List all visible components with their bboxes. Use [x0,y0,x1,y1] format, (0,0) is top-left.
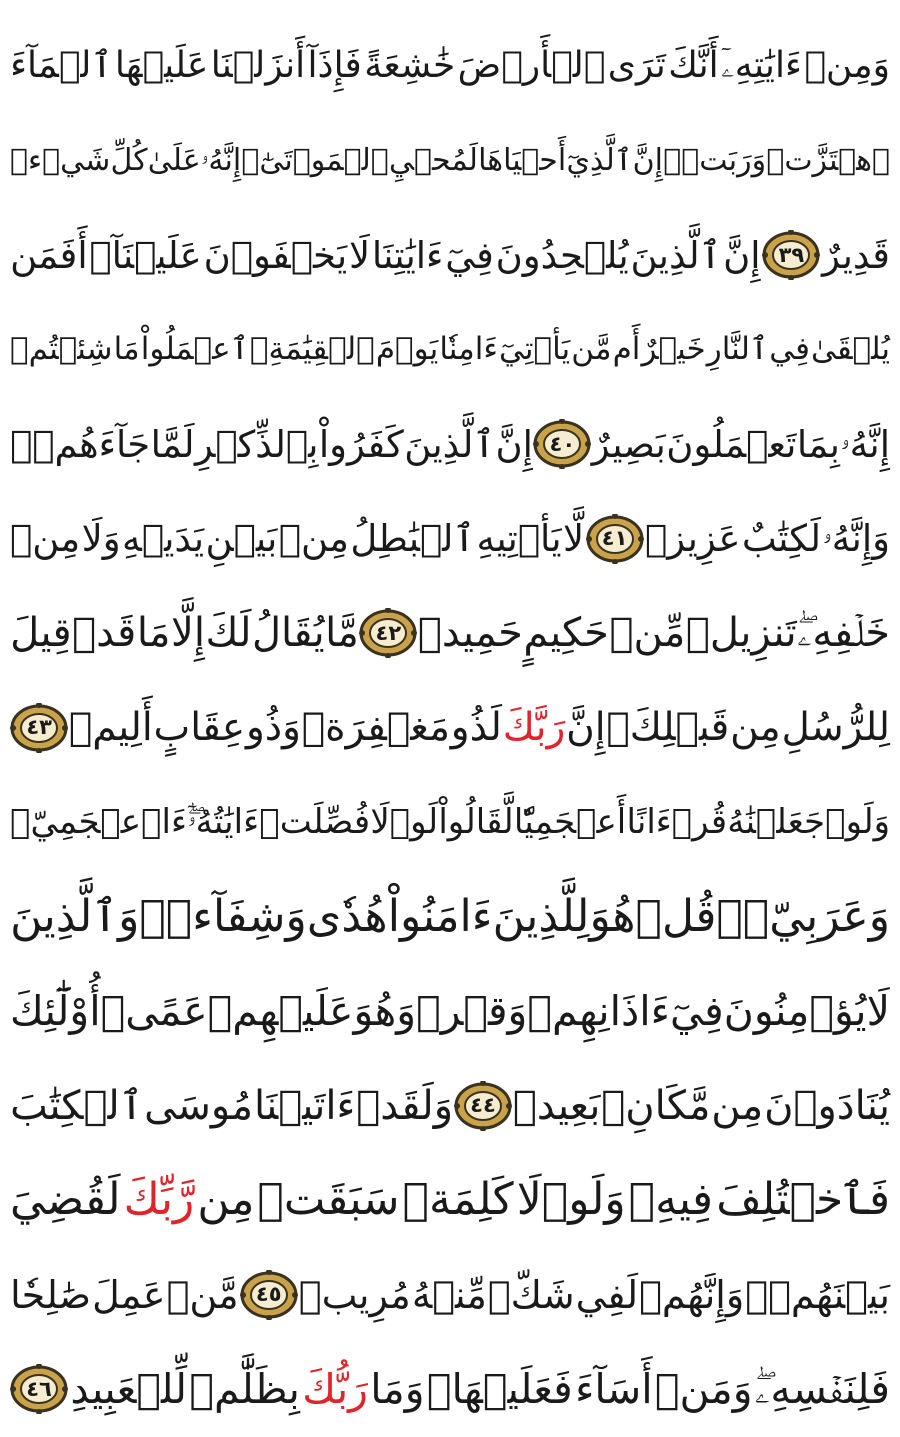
text-line [10,1247,890,1343]
ayah-number: ٤٣ [26,715,52,739]
word: عِقَابٍ [153,705,246,750]
word: أَفَمَن [10,233,88,277]
word: لِّلۡعَبِيدِ [70,1364,188,1413]
word: وَمَنۡ [654,1364,753,1413]
word: هُدٗى [306,890,388,942]
word: ءَاتَيۡنَا [253,1082,356,1129]
word: قَدِيرٌ [822,233,890,277]
word: أَعۡجَمِيّٗا [513,802,627,842]
word: وَشِفَآءٞۚ [139,890,307,942]
word: مِّنۡ [609,610,686,656]
word: لَمُحۡيِ [389,142,478,178]
text-line [10,491,890,587]
word: بَصِيرٌ [591,422,666,466]
highlighted-word: رَّبِّكَ [123,1174,195,1225]
word: حَمِيدٖ [417,610,523,656]
word: يُلۡحِدُونَ [495,233,629,277]
word: صَٰلِحٗا [10,1272,92,1317]
word: ٱلَّذِينَ [630,233,722,277]
word: وَعَرَبِيّٞۗ [716,890,890,942]
text-line [10,585,890,681]
word: وَهُوَ [353,986,417,1035]
word: ٱلۡقِيَٰمَةِۚ [249,331,375,367]
text-line [10,113,890,209]
word: مَا [113,331,140,367]
ayah-number-marker [586,514,644,564]
word: لَكَ [205,610,252,656]
word: مِنۡ [10,517,81,560]
word: ءَايَٰتُهُۥٓۖ [187,802,260,842]
word: ءَايَٰتِنَا [371,233,444,277]
text-line [10,680,890,776]
word: إِنَّهُۥ [200,142,242,178]
word: عَلَيۡهِمۡ [207,986,354,1035]
word: يُلۡقَىٰ [810,331,890,367]
word: مِن [711,1082,764,1129]
word: عَلَيۡهَا [114,45,209,86]
word: فُصِّلَتۡ [259,802,371,842]
word: جَآءَهُمۡۖ [10,422,151,466]
word: جَعَلۡنَٰهُ [727,802,825,842]
word: قُرۡءَانًا [626,802,728,842]
word: بَعِيدٖ [512,1082,601,1129]
word: يَأۡتِيٓ [499,331,571,367]
word: لَا [866,986,890,1035]
word: لَا [348,233,371,277]
word: هُوَ [589,890,636,942]
word: شِئۡتُمۡ [10,331,113,367]
word: ءَامِنٗا [439,331,498,367]
word: سَبَقَتۡ [257,1174,400,1225]
highlighted-word: رَبَّكَ [502,705,566,750]
word: أَنزَلۡنَا [210,45,306,86]
word: مُوسَى [144,1082,254,1129]
word: عَلَىٰ [147,142,201,178]
word: مَّنۡ [166,1272,239,1317]
word: يُنَادَوۡنَ [764,1082,890,1129]
word: وَإِنَّهُمۡ [639,1272,745,1317]
word: مَّكَانِۭ [601,1082,711,1129]
word: مَّا [325,610,359,656]
word: أُوْلَٰٓئِكَ [10,986,101,1035]
word: مِّنۡهُ [411,1272,487,1317]
word: وَإِنَّهُۥ [822,517,890,560]
word: خَيۡرٌ [641,331,706,367]
ayah-number-marker [359,608,417,658]
highlighted-word: رَبُّكَ [302,1364,368,1413]
word: وَلَوۡلَا [516,1174,626,1225]
word: يَدَيۡهِ [122,517,205,560]
word: أَحۡيَاهَا [478,142,567,178]
word: يَأۡتِيهِ [476,517,562,560]
word: وَمِنۡ [804,45,890,86]
word: فَٱخۡتُلِفَ [716,1174,890,1225]
word: وَذُو [245,705,301,750]
word: فِيٓ [669,986,724,1035]
word: لِلرُّسُلِ [781,705,890,750]
word: إِنَّهُۥ [840,422,890,466]
word: ٱلۡأَرۡضَ [457,45,606,86]
word: إِنَّ [632,142,664,178]
word: بَيۡنَهُمۡۚ [745,1272,890,1317]
text-line [10,1152,890,1248]
word: ٱلنَّارِ [706,331,769,367]
word: ٱهۡتَزَّتۡ [766,142,890,178]
word: حَكِيمٍ [523,610,609,656]
word: أَلِيمٖ [68,705,153,750]
word: ءَايَٰتِهِۦٓ [721,45,802,86]
word: ٱلَّذِيٓ [566,142,633,178]
word: قَدۡ [72,610,137,656]
word: لَّقَالُواْ [438,802,514,842]
word: شَكّٖ [487,1272,575,1317]
word: إِلَّا [171,610,205,656]
word: أَم [612,331,641,367]
word: لَمَّا [150,422,195,466]
word: لَّا [563,517,585,560]
word: يَوۡمَ [375,331,439,367]
word: أَنَّكَ [668,45,719,86]
word: كُلِّ [110,142,148,178]
word: وَقۡرٞ [416,986,528,1035]
text-line [10,963,890,1059]
text-line [10,1058,890,1154]
text-line [10,1341,890,1437]
word: وَرَبَتۡۚ [663,142,767,178]
word: ءَاذَانِهِمۡ [527,986,670,1035]
ayah-number: ٤٦ [26,1376,52,1401]
word: لِلَّذِينَ [492,890,590,942]
word: لَكِتَٰبٌ [741,517,822,560]
word: لَفِي [575,1272,639,1317]
word: ءَا۬عۡجَمِيّٞ [10,802,187,842]
text-line [10,207,890,303]
word: عَمِلَ [92,1272,166,1317]
word: مِن [197,1174,255,1225]
word: تَرَى [607,45,666,86]
word: إِنَّ [495,422,533,466]
ayah-number-marker [240,1270,298,1320]
word: مُرِيبٖ [298,1272,411,1317]
ayah-number: ٤١ [601,526,628,550]
ayah-number-marker [10,1364,68,1414]
word: ٱعۡمَلُواْ [140,331,249,367]
ayah-number: ٤٢ [375,620,402,645]
word: عَلَيۡنَآۗ [89,233,202,277]
ayah-number-marker [762,230,820,280]
word: شَيۡءٖ [10,142,111,178]
word: وَلَقَدۡ [356,1082,454,1129]
word: فِيهِۗ [628,1174,714,1225]
text-line [10,869,890,965]
word: لَذُو [450,705,502,750]
word: فَعَلَيۡهَاۗ [426,1364,573,1413]
word: مِنۢ [278,517,349,560]
word: وَلَوۡ [825,802,890,842]
word: يُقَالُ [251,610,325,656]
word: يُؤۡمِنُونَ [723,986,867,1035]
word: إِنَّ [566,705,606,750]
text-line [10,774,890,870]
word: إِنَّ [723,233,761,277]
word: بِمَا [796,422,840,466]
word: عَزِيزٞ [644,517,741,560]
word: مَا [136,610,171,656]
word: وَلَا [81,517,121,560]
word: فَلِنَفۡسِهِۦۖ [754,1364,890,1413]
word: كَفَرُواْ [318,422,404,466]
word: بَيۡنِ [205,517,278,560]
ayah-number: ٤٥ [255,1282,282,1306]
word: وَٱلَّذِينَ [10,890,140,942]
text-line [10,302,890,398]
word: مِن [730,705,781,750]
word: أَسَآءَ [575,1364,653,1413]
word: ٱلۡمَوۡتَىٰٓۚ [241,142,389,178]
word: قَبۡلِكَۚ [606,705,730,750]
word: فِي [769,331,810,367]
word: لَوۡلَا [370,802,439,842]
ayah-number-marker [533,419,591,469]
word: ٱلۡكِتَٰبَ [10,1082,144,1129]
word: خَلۡفِهِۦۖ [797,610,890,656]
word: تَنزِيلٞ [685,610,797,656]
word: وَمَا [370,1364,425,1413]
word: فَإِذَآ [307,45,362,86]
ayah-number: ٤٠ [549,431,576,456]
ayah-number: ٤٤ [470,1093,496,1117]
text-line [10,18,890,114]
word: عَمًىۚ [100,986,208,1035]
word: مَّن [571,331,612,367]
word: ٱلَّذِينَ [404,422,496,466]
ayah-number-marker [454,1081,512,1131]
word: مَغۡفِرَةٖ [301,705,450,750]
word: بِٱلذِّكۡرِ [194,422,319,466]
word: ٱلۡبَٰطِلُ [350,517,476,560]
word: تَعۡمَلُونَ [666,422,797,466]
ayah-number-marker [10,703,68,753]
text-line [10,396,890,492]
word: لَقُضِيَ [10,1174,121,1225]
word: قِيلَ [10,610,72,656]
word: ءَامَنُواْ [387,890,493,942]
word: قُلۡ [635,890,717,942]
ayah-number: ٣٩ [778,242,805,267]
word: يَخۡفَوۡنَ [203,233,348,277]
word: خَٰشِعَةً [364,45,456,86]
word: فِيٓ [445,233,494,277]
word: ٱلۡمَآءَ [10,45,113,86]
word: كَلِمَةٞ [402,1174,514,1225]
word: بِظَلَّٰمٖ [189,1364,300,1413]
